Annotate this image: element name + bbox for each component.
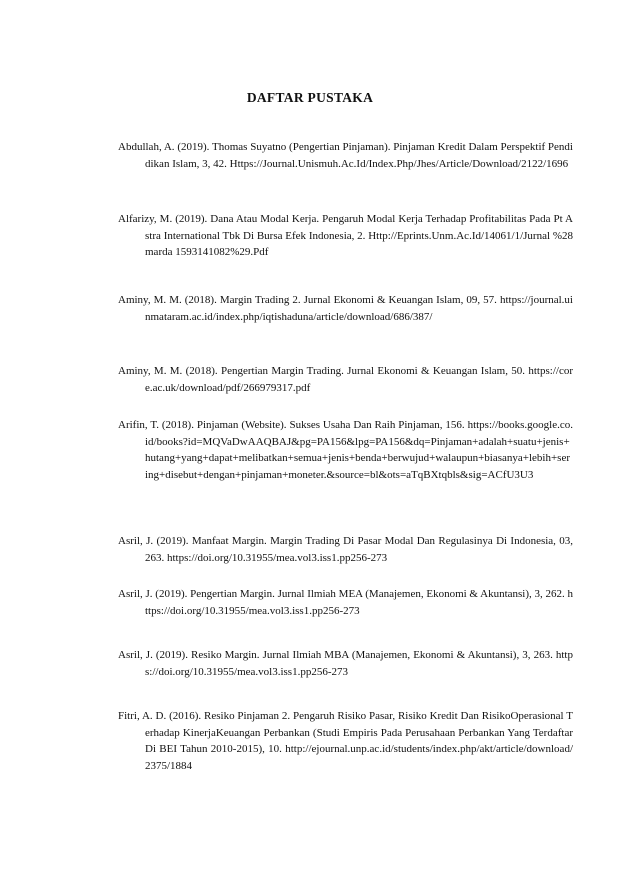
- reference-entry: Fitri, A. D. (2016). Resiko Pinjaman 2. Pengaruh Risiko Pasar, Risiko Kredit Dan RisikoOperasional Terhadap KinerjaKeuangan Perbankan (Studi Empiris Pada Perusahaan Perbankan Yang Terdaftar Di BEI Tahun 2010-2015), 10. http://ejournal.unp.ac.id/students/index.php/akt/article/download/2375/1884: [118, 710, 573, 772]
- page-title: DAFTAR PUSTAKA: [246, 90, 374, 105]
- reference-entry: Abdullah, A. (2019). Thomas Suyatno (Pengertian Pinjaman). Pinjaman Kredit Dalam Perspektif Pendidikan Islam, 3, 42. Https://Journal.Unismuh.Ac.Id/Index.Php/Jhes/Article/Download/2122/1696: [118, 141, 573, 170]
- reference-entry: Arifin, T. (2018). Pinjaman (Website). Sukses Usaha Dan Raih Pinjaman, 156. https://books.google.co.id/books?id=MQVaDwAAQBAJ&pg=PA156&lpg=PA156&dq=Pinjaman+adalah+suatu+jenis+hutang+yang+dapat+melibatkan+semua+jenis+benda+berwujud+walaupun+biasanya+lebih+sering+disebut+dengan+pinjaman+moneter.&source=bl&ots=aTqBXtqbls&sig=ACfU3U3: [118, 419, 573, 481]
- reference-entry: Aminy, M. M. (2018). Pengertian Margin Trading. Jurnal Ekonomi & Keuangan Islam, 50. https://core.ac.uk/download/pdf/266979317.pdf: [118, 365, 573, 394]
- reference-entry: Aminy, M. M. (2018). Margin Trading 2. Jurnal Ekonomi & Keuangan Islam, 09, 57. https://journal.uinmataram.ac.id/index.php/iqtishaduna/article/download/686/387/: [118, 294, 573, 323]
- reference-entry: Asril, J. (2019). Manfaat Margin. Margin Trading Di Pasar Modal Dan Regulasinya Di Indonesia, 03, 263. https://doi.org/10.31955/mea.vol3.iss1.pp256-273: [118, 535, 573, 564]
- reference-entry: Alfarizy, M. (2019). Dana Atau Modal Kerja. Pengaruh Modal Kerja Terhadap Profitabilitas Pada Pt Astra International Tbk Di Bursa Efek Indonesia, 2. Http://Eprints.Unm.Ac.Id/14061/1/Jurnal %28marda 1593141082%29.Pdf: [118, 213, 573, 258]
- reference-entry: Asril, J. (2019). Pengertian Margin. Jurnal Ilmiah MEA (Manajemen, Ekonomi & Akuntansi), 3, 262. https://doi.org/10.31955/mea.vol3.iss1.pp256-273: [118, 588, 574, 617]
- reference-entry: Asril, J. (2019). Resiko Margin. Jurnal Ilmiah MBA (Manajemen, Ekonomi & Akuntansi), 3, 263. https://doi.org/10.31955/mea.vol3.iss1.pp256-273: [118, 649, 573, 678]
